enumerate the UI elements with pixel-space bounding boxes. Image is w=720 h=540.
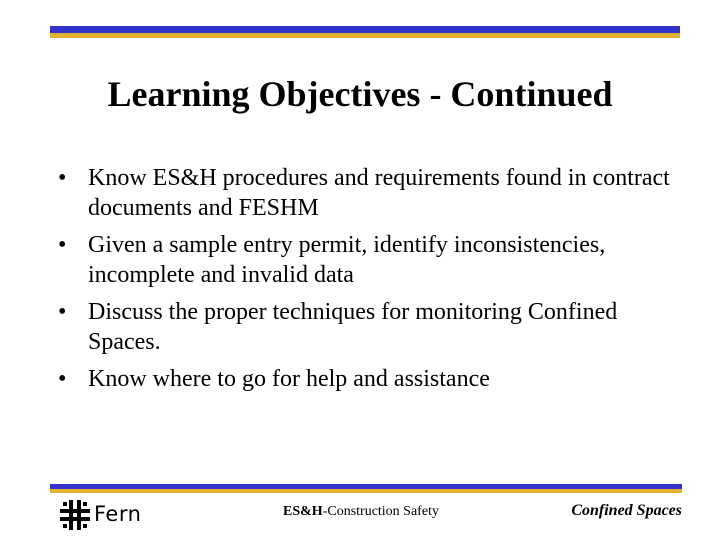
bottom-gold-stripe	[50, 489, 682, 493]
bullet-dot: •	[58, 299, 67, 325]
bullet-text: Know where to go for help and assistance	[88, 366, 490, 392]
bullet-item	[58, 230, 678, 290]
footer-course-label	[283, 503, 439, 521]
bullet-item	[58, 163, 678, 223]
top-gold-stripe	[50, 33, 680, 38]
top-blue-stripe	[50, 26, 680, 33]
bullet-dot: •	[58, 165, 67, 191]
bullet-item	[58, 364, 678, 394]
footer-course-text: -Construction Safety	[322, 504, 439, 519]
bullet-dot: •	[58, 232, 67, 258]
bullet-list	[58, 163, 678, 401]
bottom-accent-bar	[50, 484, 682, 493]
fermilab-logo-icon	[60, 500, 90, 530]
footer-esh-bold: ES&H	[283, 504, 323, 519]
bullet-text: Given a sample entry permit, identify inconsistencies, incomplete and invalid data	[88, 232, 606, 288]
bullet-text: Know ES&H procedures and requirements found in contract documents and FESHM	[88, 165, 670, 221]
logo-wordmark: Fern	[94, 502, 142, 526]
bullet-text: Discuss the proper techniques for monitoring Confined Spaces.	[88, 299, 618, 355]
footer-topic-label: Confined Spaces	[571, 502, 682, 519]
slide-title: Learning Objectives - Continued	[107, 74, 613, 114]
bullet-item	[58, 297, 678, 357]
top-accent-bar	[50, 26, 680, 38]
bullet-dot: •	[58, 366, 67, 392]
fermilab-logo	[60, 498, 170, 532]
